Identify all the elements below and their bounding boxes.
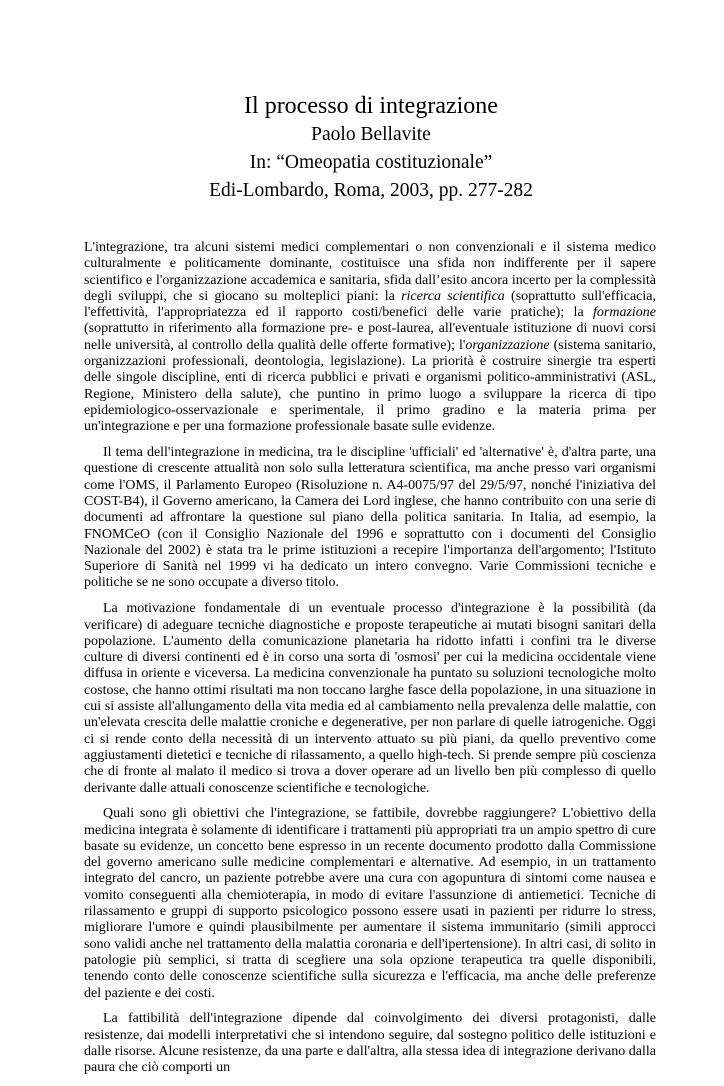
paragraph-1-part-c: (soprattutto in riferimento alla formazione pre- e post-laurea, all'eventuale istituzione di nuovi corsi nelle università, al controllo della qualità delle offerte formative); l' bbox=[84, 321, 656, 353]
document-body bbox=[84, 240, 656, 1086]
paragraph-4: Quali sono gli obiettivi che l'integrazione, se fattibile, dovrebbe raggiungere? L'obiettivo della medicina integrata è solamente di identificare i trattamenti più appropriati tra un ampio spettro di cure basate su evidenze, un concetto bene espresso in un recente documento prodotto dalla Commissione del governo americano sulle medicine complementari e alternative. Ad esempio, in un trattamento integrato del cancro, un paziente potrebbe avere una cura con agopuntura di sintomi come nausea e vomito conseguenti alla chemioterapia, in modo di evitare l'assunzione di antiemetici. Tecniche di rilassamento e gruppi di supporto psicologico possono essere usati in pazienti per ridurre lo stress, migliorare l'umore e quindi plausibilmente per aumentare il sistema immunitario (simili approcci sono validi anche nel trattamento della malattia coronaria e dell'ipertensione). In altri casi, di solito in patologie più semplici, si tratta di scegliere una sola opzione terapeutica tra quelle disponibili, tenendo conto delle conoscenze scientifiche sulla sicurezza e l'efficacia, ma anche delle preferenze del paziente e dei costi. bbox=[84, 806, 656, 1001]
paragraph-5: La fattibilità dell'integrazione dipende dal coinvolgimento dei diversi protagonisti, dalle resistenze, dai modelli interpretativi che si intendono seguire, dal sostegno politico delle istituzioni e dalle risorse. Alcune resistenze, da una parte e dall'altra, alla stessa idea di integrazione derivano dalla paura che ciò comporti un bbox=[84, 1011, 656, 1076]
emphasis-ricerca: ricerca scientifica bbox=[401, 288, 505, 304]
paragraph-3: La motivazione fondamentale di un eventuale processo d'integrazione è la possibilità (da verificare) di adeguare tecniche diagnostiche e proposte terapeutiche ai mutati bisogni sanitari della popolazione. L'aumento della comunicazione planetaria ha ridotto infatti i confini tra le diverse culture di diversi continenti ed è in corso una sorta di 'osmosi' per cui la medicina occidentale viene diffusa in oriente e viceversa. La medicina convenzionale ha puntato su soluzioni tecnologiche molto costose, che hanno ottimi risultati ma non toccano larghe fasce della popolazione, in una situazione in cui si assiste all'allungamento della vita media ed al cambiamento nella prevalenza delle malattie, con un'elevata crescita delle malattie croniche e degenerative, per non parlare di quelle iatrogeniche. Oggi ci si rende conto della necessità di un intervento attuato su più piani, da quello preventivo come aggiustamenti dietetici e tecniche di rilassamento, a quello high-tech. Si prende sempre più coscienza che di fronte al malato il medico si trova a dover operare ad un livello ben più complesso di quello derivante dalle attuali conoscenze scientifiche e tecnologiche. bbox=[84, 601, 656, 796]
document-header bbox=[0, 91, 724, 205]
source-book: In: “Omeopatia costituzionale” bbox=[249, 152, 493, 173]
emphasis-organizzazione: organizzazione bbox=[465, 337, 550, 353]
paragraph-1-part-b: (soprattutto sull'efficacia, l'effettività, l'appropriatezza ed il rapporto costi/benefici delle varie pratiche); la bbox=[84, 288, 656, 321]
paragraph-1-part-a: L'integrazione, tra alcuni sistemi medici complementari o non convenzionali e il sistema medico culturalmente e politicamente dominante, costituisce una sfida non indifferente per il sapere scientifico e l'organizzazione accademica e sanitaria, sfida dall’esito ancora incerto per la complessità degli sviluppi, che si giocano su molteplici piani: la bbox=[84, 240, 656, 304]
author-name: Paolo Bellavite bbox=[311, 124, 431, 145]
paragraph-2: Il tema dell'integrazione in medicina, tra le discipline 'ufficiali' ed 'alternative' è, d'altra parte, una questione di crescente attualità non solo sulla letteratura scientifica, ma anche presso vari organismi come l'OMS, il Parlamento Europeo (Risoluzione n. A4-0075/97 del 29/5/97, nonché l'iniziativa del COST-B4), il Governo americano, la Camera dei Lord inglese, che hanno contribuito con una serie di documenti ad affrontare la questione sul piano della politica sanitaria. In Italia, ad esempio, la FNOMCeO (con il Consiglio Nazionale del 1996 e soprattutto con i documenti del Consiglio Nazionale del 2002) è stata tra le prime istituzioni a recepire l'importanza dell'argomento; l'Istituto Superiore di Sanità nel 1999 vi ha dedicato un intero convegno. Varie Commissioni tecniche e politiche se ne sono occupate a diverso titolo. bbox=[84, 445, 656, 591]
emphasis-formazione: formazione bbox=[593, 305, 656, 321]
publisher-info: Edi-Lombardo, Roma, 2003, pp. 277-282 bbox=[209, 180, 533, 201]
document-title: Il processo di integrazione bbox=[244, 93, 498, 119]
paragraph-1 bbox=[84, 240, 656, 436]
paragraph-1-part-d: (sistema sanitario, organizzazioni professionali, deontologia, legislazione). La priorità è costruire sinergie tra esperti delle singole discipline, enti di ricerca pubblici e privati e organismi politico-amministrativi (ASL, Regione, Ministero della salute), che puntino in primo luogo a sviluppare la ricerca di tipo epidemiologico-osservazionale e sperimentale, il primo gradino e la materia prima per un'integrazione e per una formazione professionale basate sulle evidenze. bbox=[84, 337, 656, 435]
